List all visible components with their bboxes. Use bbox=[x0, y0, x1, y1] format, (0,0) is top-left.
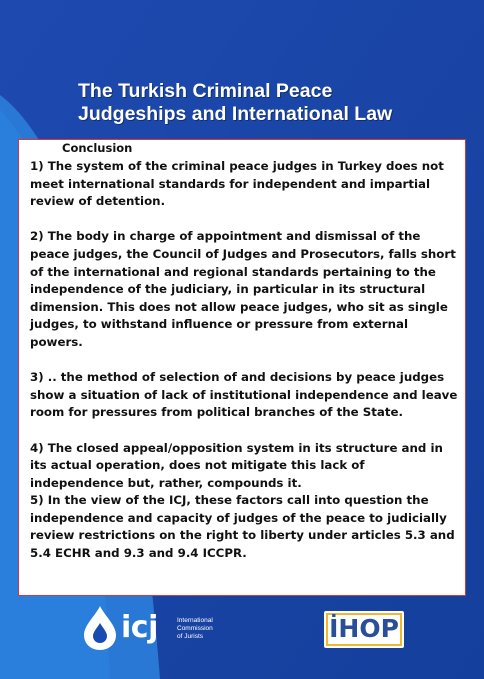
icj-wordmark: icj bbox=[121, 610, 158, 645]
title-line-2: Judgeships and International Law bbox=[78, 103, 393, 125]
title-line-1: The Turkish Criminal Peace bbox=[78, 80, 333, 102]
conclusion-point-5: 5) In the view of the ICJ, these factors call into question the independence and capacity of judges of the peace to judicially review restrictions on the right to liberty under articles 5.3 and 5.4 ECHR and 9.3 and 9.4 ICCPR. bbox=[30, 493, 455, 561]
conclusion-point-2: 2) The body in charge of appointment and dismissal of the peace judges, the Council of Judges and Prosecutors, falls short of the international and regional standards pertaining to the independence of the judiciary, in particular in its structural dimension. This does not allow peace judges, who sit as single judges, to withstand influence or pressure from external powers. bbox=[30, 229, 456, 349]
conclusion-point-4: 4) The closed appeal/opposition system in its structure and in its actual operation, does not mitigate this lack of independence but, rather, compounds it. bbox=[30, 440, 443, 490]
conclusion-heading: Conclusion bbox=[62, 141, 133, 155]
icj-subtitle bbox=[177, 617, 213, 642]
icj-sub-line-3: of Jurists bbox=[177, 633, 204, 641]
conclusion-points bbox=[30, 158, 462, 563]
conclusion-point-3: 3) .. the method of selection of and decisions by peace judges show a situation of lack of institutional independence and leave room for pressures from political branches of the State. bbox=[30, 370, 458, 420]
conclusion-point-1: 1) The system of the criminal peace judges in Turkey does not meet international standards for independent and impartial review of detention. bbox=[30, 159, 444, 209]
ihop-logo bbox=[324, 611, 404, 648]
icj-sub-line-1: International bbox=[177, 617, 213, 624]
icj-sub-line-2: Commission bbox=[177, 625, 213, 633]
ihop-wordmark: İHOP bbox=[329, 614, 399, 643]
page-title bbox=[78, 80, 468, 126]
